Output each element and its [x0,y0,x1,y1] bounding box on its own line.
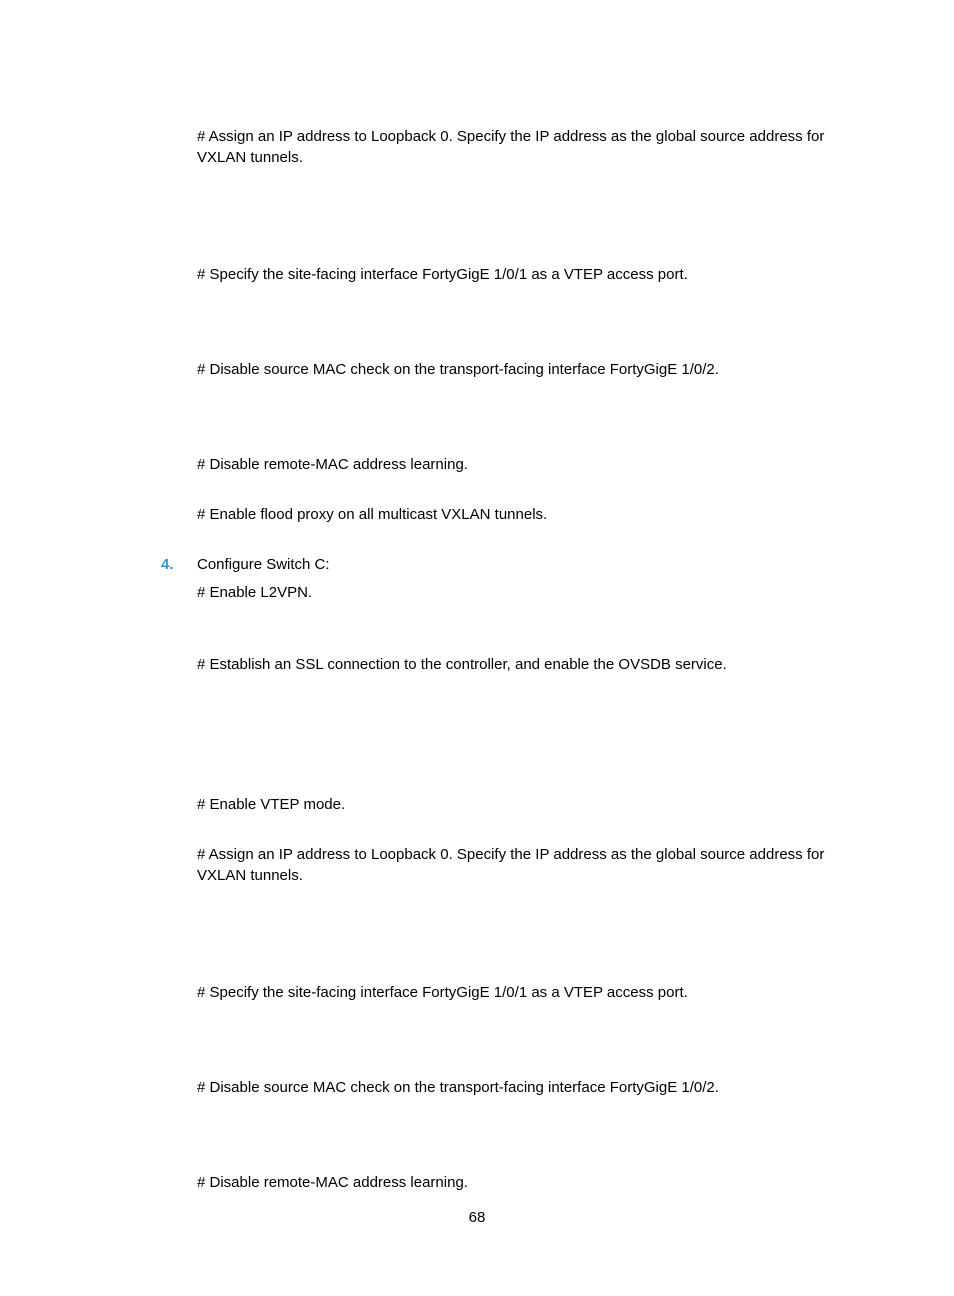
paragraph-specify-access-port-2: # Specify the site-facing interface FortyGigE 1/0/1 as a VTEP access port. [197,984,688,1001]
step-number: 4. [161,556,174,573]
paragraph-disable-remote-mac-learning: # Disable remote-MAC address learning. [197,456,468,473]
paragraph-disable-source-mac-check: # Disable source MAC check on the transport-facing interface FortyGigE 1/0/2. [197,361,719,378]
page-number: 68 [468,1209,486,1226]
paragraph-assign-ip-loopback: # Assign an IP address to Loopback 0. Specify the IP address as the global source address for VXLAN tunnels. [197,128,825,166]
step-heading: Configure Switch C: [197,556,330,573]
paragraph-specify-access-port: # Specify the site-facing interface FortyGigE 1/0/1 as a VTEP access port. [197,266,688,283]
paragraph-disable-source-mac-check-2: # Disable source MAC check on the transport-facing interface FortyGigE 1/0/2. [197,1079,719,1096]
paragraph-disable-remote-mac-learning-2: # Disable remote-MAC address learning. [197,1174,468,1191]
paragraph-enable-vtep-mode: # Enable VTEP mode. [197,796,346,813]
paragraph-establish-ssl-connection: # Establish an SSL connection to the controller, and enable the OVSDB service. [197,656,727,673]
paragraph-assign-ip-loopback-2: # Assign an IP address to Loopback 0. Specify the IP address as the global source address for VXLAN tunnels. [197,846,825,884]
paragraph-enable-l2vpn: # Enable L2VPN. [197,584,313,601]
paragraph-enable-flood-proxy: # Enable flood proxy on all multicast VXLAN tunnels. [197,506,548,523]
